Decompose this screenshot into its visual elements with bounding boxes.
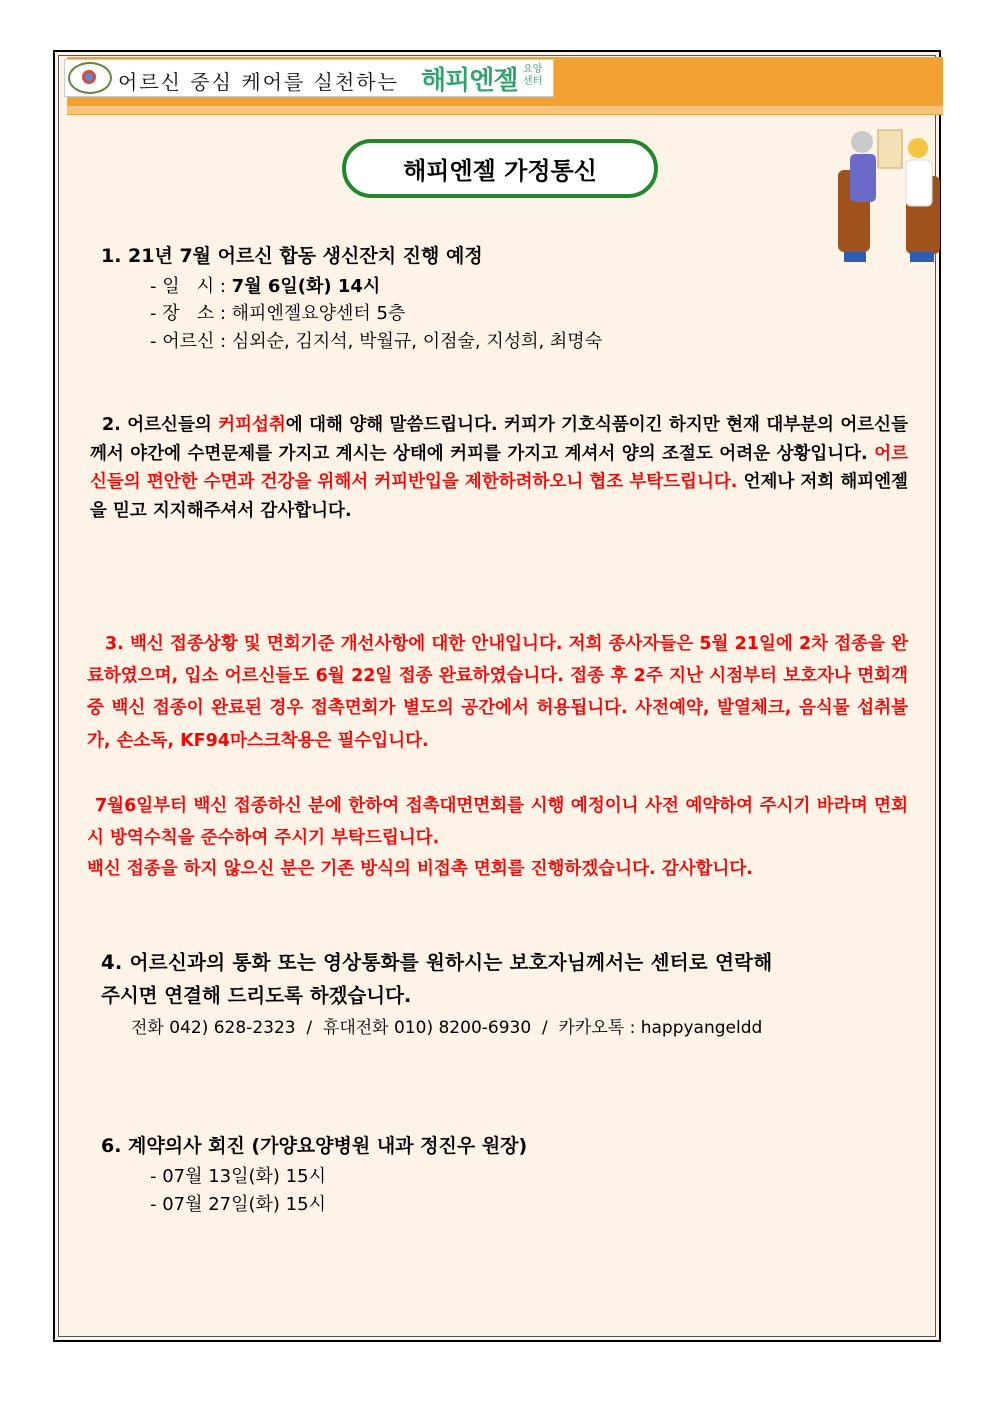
section1-date-value: 7월 6일(화) 14시	[231, 276, 381, 297]
section2-text-1: 2. 어르신들의	[102, 415, 219, 435]
section1-date-label: - 일 시 :	[150, 276, 232, 297]
slippers-right	[910, 252, 934, 262]
section6-date1: - 07월 13일(화) 15시	[150, 1166, 326, 1187]
section4-heading-line2: 주시면 연결해 드리도록 하겠습니다.	[101, 984, 412, 1007]
section6-date2: - 07월 27일(화) 15시	[150, 1194, 326, 1215]
slippers-left	[844, 252, 866, 262]
brand-name: 해피엔젤	[421, 66, 518, 96]
section3-paragraph-1: 3. 백신 접종상황 및 면회기준 개선사항에 대한 안내입니다. 저희 종사자들은 5월 21일에 2차 접종을 완료하였으며, 입소 어르신들도 6월 22일 접종 완료하였습니다. 접종 후 2주 지난 시점부터 보호자나 면회객 중 백신 접종이 완료된 경우 접촉면회가 별도의 공간에서 허용됩니다. 사전예약, 발열체크, 음식물 섭취불가, 손소독, KF94마스크착용은 필수입니다.	[87, 634, 908, 751]
section1-people: - 어르신 : 심외순, 김지석, 박월규, 이점술, 지성희, 최명숙	[150, 331, 603, 352]
logo-emblem-icon	[82, 70, 96, 84]
elders-chatting-illustration	[836, 118, 942, 266]
elder-right-body	[906, 160, 932, 206]
section2-text-2: 에 대해 양해 말씀드립니다. 커피가 기호식품이긴 하지만 현재 대부분의 어르신들께서 야간에 수면문제를 가지고 계시는 상태에 커피를 가지고 계셔서 양의 조절도 어려운 상황입니다.	[90, 415, 908, 464]
brand-sub-line-2: 센터	[523, 76, 543, 87]
section2-coffee-highlight: 커피섭취	[218, 415, 286, 435]
brand-subtitle	[523, 64, 542, 88]
page-title: 해피엔젤 가정통신	[403, 157, 597, 185]
section2-request-highlight: 어르신들의 편안한 수면과 건강을 위해서 커피반입을 제한하려하오니 협조 부탁드립니다.	[90, 443, 908, 492]
section3-paragraph-2: 7월6일부터 백신 접종하신 분에 한하여 접촉대면면회를 시행 예정이니 사전 예약하여 주시기 바라며 면회 시 방역수칙을 준수하여 주시기 부탁드립니다.	[87, 796, 908, 849]
section1-heading: 1. 21년 7월 어르신 합동 생신잔치 진행 예정	[101, 245, 483, 267]
section6-heading: 6. 계약의사 회진 (가양요양병원 내과 정진우 원장)	[101, 1135, 528, 1157]
header-underline	[67, 106, 943, 114]
elder-right-head	[908, 138, 928, 158]
section1-date	[150, 272, 380, 298]
header-tagline: 어르신 중심 케어를 실천하는	[118, 70, 399, 94]
section3-paragraph-3: 백신 접종을 하지 않으신 분은 기존 방식의 비접촉 면회를 진행하겠습니다. 감사합니다.	[87, 859, 753, 879]
section1-place: - 장 소 : 해피엔젤요양센터 5층	[150, 303, 406, 324]
brand-sub-line-1: 요양	[523, 64, 543, 75]
elder-left-body	[850, 154, 876, 202]
section2-text-3: 언제나 저희 해피엔젤을 믿고 지지해주셔서 감사합니다.	[90, 472, 908, 521]
paper-sheet	[878, 130, 902, 168]
section2-paragraph	[90, 411, 908, 525]
elder-left-head	[851, 131, 873, 153]
section4-heading-line1: 4. 어르신과의 통화 또는 영상통화를 원하시는 보호자님께서는 센터로 연락해	[101, 951, 773, 974]
section4-contact: 전화 042) 628-2323 / 휴대전화 010) 8200-6930 / 카카오톡 : happyangeldd	[131, 1018, 763, 1038]
